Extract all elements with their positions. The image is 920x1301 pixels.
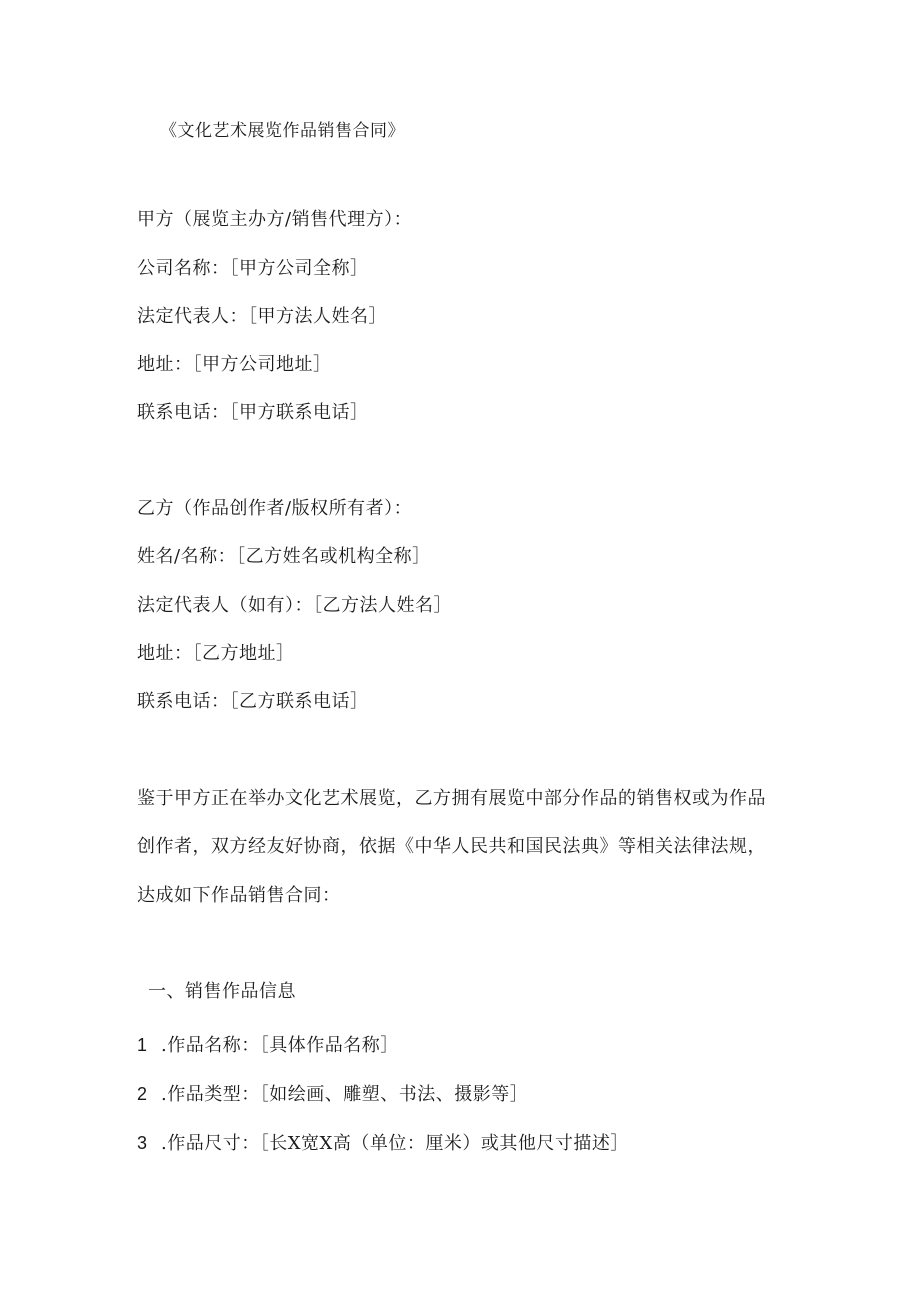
section-1-heading: 一、销售作品信息	[148, 981, 296, 1002]
party-b-heading: 乙方（作品创作者/版权所有者）：	[137, 498, 413, 519]
document-title: 《文化艺术展览作品销售合同》	[160, 121, 405, 141]
party-b-name: 姓名/名称：［乙方姓名或机构全称］	[137, 546, 431, 567]
preamble-line-3: 达成如下作品销售合同：	[137, 885, 341, 906]
party-a-company-name: 公司名称：［甲方公司全称］	[137, 258, 369, 279]
party-b-address: 地址：［乙方地址］	[137, 643, 295, 664]
preamble-line-1: 鉴于甲方正在举办文化艺术展览，乙方拥有展览中部分作品的销售权或为作品	[137, 788, 766, 809]
party-a-address: 地址：［甲方公司地址］	[137, 354, 332, 375]
party-b-legal-rep: 法定代表人（如有）：［乙方法人姓名］	[137, 595, 452, 616]
item-text: .作品尺寸：［长X宽X高（单位：厘米）或其他尺寸描述］	[161, 1133, 629, 1154]
item-text: .作品名称：［具体作品名称］	[161, 1035, 399, 1056]
section-1-item-3	[137, 1131, 629, 1156]
item-text: .作品类型：［如绘画、雕塑、书法、摄影等］	[161, 1084, 529, 1105]
item-number: 3	[137, 1133, 148, 1153]
preamble-line-2: 创作者，双方经友好协商，依据《中华人民共和国民法典》等相关法律法规，	[137, 836, 766, 857]
section-1-item-1	[137, 1033, 399, 1058]
party-a-phone: 联系电话：［甲方联系电话］	[137, 402, 369, 423]
party-a-legal-rep: 法定代表人：［甲方法人姓名］	[137, 306, 387, 327]
item-number: 2	[137, 1084, 148, 1104]
party-a-heading: 甲方（展览主办方/销售代理方）：	[137, 209, 413, 230]
party-b-phone: 联系电话：［乙方联系电话］	[137, 691, 369, 712]
section-1-item-2	[137, 1082, 528, 1107]
item-number: 1	[137, 1035, 148, 1055]
